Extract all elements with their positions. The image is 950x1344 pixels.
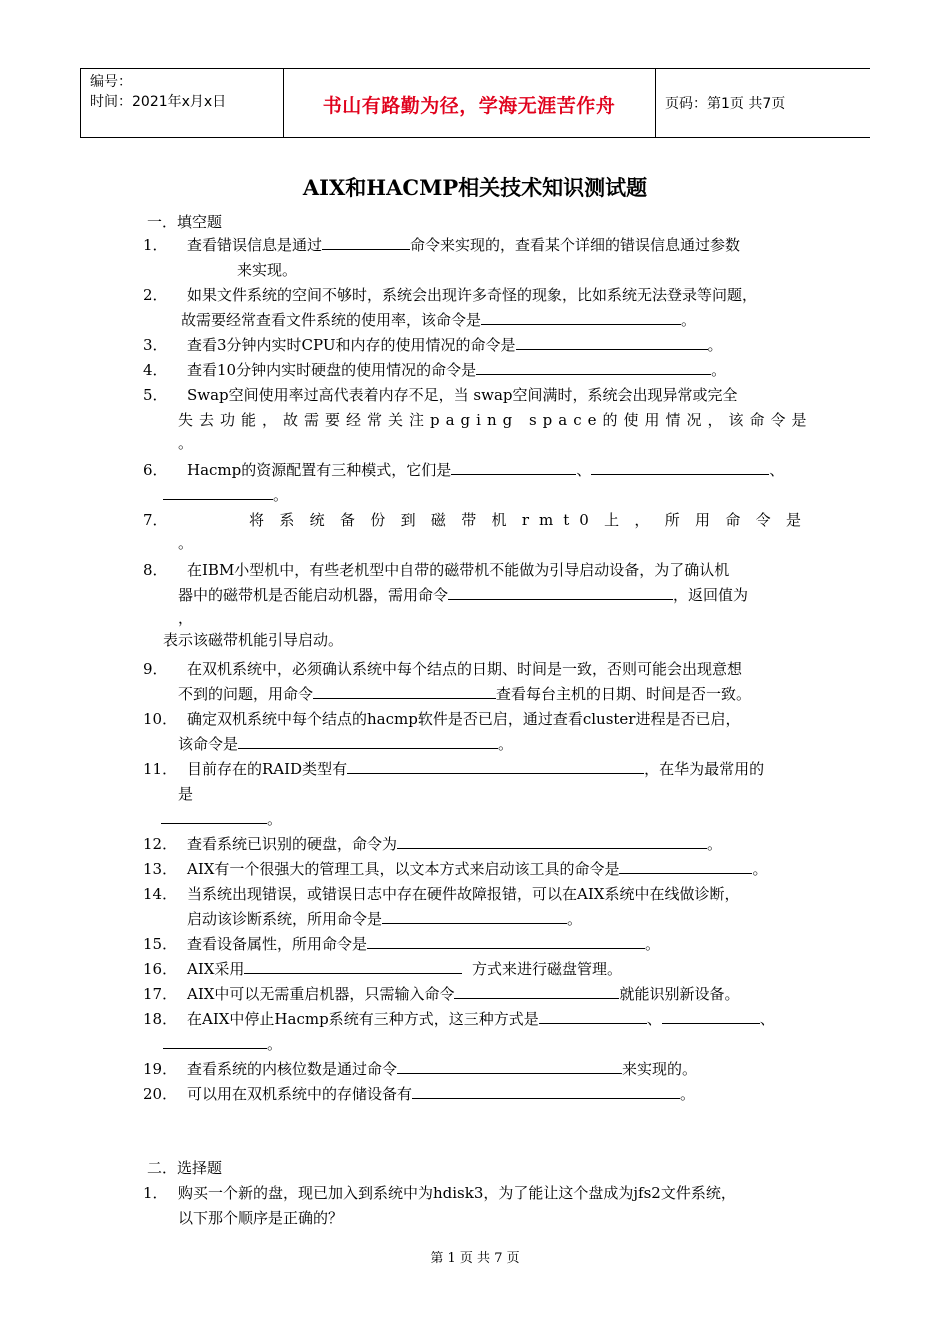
question-text: AIX有一个很强大的管理工具，以文本方式来启动该工具的命令是 (187, 860, 620, 878)
question-5 (143, 383, 811, 453)
question-15 (143, 932, 811, 957)
answer-blank[interactable] (516, 333, 708, 350)
question-14 (143, 882, 811, 932)
answer-blank[interactable] (313, 682, 496, 699)
question-text: 启动该诊断系统，所用命令是 (187, 910, 383, 928)
question-text: 。 (498, 735, 514, 753)
question-number: 8． (143, 561, 168, 579)
document-title: AIX和HACMP相关技术知识测试题 (302, 175, 648, 200)
question-number: 15． (143, 935, 178, 953)
answer-blank[interactable] (322, 233, 410, 250)
section-fill-in-title: 一．填空题 (147, 213, 223, 231)
question-text: 器中的磁带机是否能启动机器，需用命令 (178, 586, 449, 604)
answer-blank[interactable] (163, 1032, 267, 1049)
question-text: 。 (707, 336, 723, 354)
question-text: 。 (752, 860, 768, 878)
answer-blank[interactable] (454, 982, 619, 999)
question-text: 表示该磁带机能引导启动。 (163, 631, 344, 649)
question-17 (143, 982, 811, 1007)
question-number: 2． (143, 286, 168, 304)
question-number: 16． (143, 960, 178, 978)
question-text: ，返回值为 (673, 586, 749, 604)
question-text: 来实现的。 (622, 1060, 698, 1078)
question-text: AIX中可以无需重启机器，只需输入命令 (187, 985, 455, 1003)
question-18 (143, 1007, 811, 1057)
question-text: 查看系统的内核位数是通过命令 (187, 1060, 398, 1078)
header-page-info: 页码：第1页 共7页 (665, 96, 786, 112)
question-9 (143, 657, 811, 707)
answer-blank[interactable] (163, 483, 273, 500)
answer-blank[interactable] (539, 1007, 647, 1024)
question-text: 在AIX中停止Hacmp系统有三种方式，这三种方式是 (187, 1010, 539, 1028)
question-text: 查看设备属性，所用命令是 (187, 935, 368, 953)
question-text: 。 (267, 810, 283, 828)
header-code-label: 编号： (90, 74, 132, 90)
answer-blank[interactable] (412, 1082, 680, 1099)
question-4 (143, 358, 811, 383)
question-text: 。 (178, 534, 194, 552)
answer-blank[interactable] (481, 308, 681, 325)
question-text: 就能识别新设备。 (619, 985, 740, 1003)
answer-blank[interactable] (367, 932, 645, 949)
header-time-label: 时间：2021年x月x日 (90, 94, 227, 110)
answer-blank[interactable] (448, 583, 673, 600)
question-8 (143, 558, 811, 653)
question-text: 、 (759, 1010, 775, 1028)
question-11 (143, 757, 811, 832)
question-number: 12． (143, 835, 178, 853)
question-text: 购买一个新的盘，现已加入到系统中为hdisk3，为了能让这个盘成为jfs2文件系统， (178, 1184, 736, 1202)
answer-blank[interactable] (476, 358, 711, 375)
question-number: 19． (143, 1060, 178, 1078)
section-choice-title: 二．选择题 (147, 1159, 223, 1177)
question-text: 。 (645, 935, 661, 953)
answer-blank[interactable] (244, 957, 462, 974)
question-text: 。 (707, 835, 723, 853)
question-text: 。 (567, 910, 583, 928)
answer-blank[interactable] (397, 1057, 622, 1074)
question-text: 以下那个顺序是正确的？ (178, 1209, 344, 1227)
header-border-left (80, 69, 81, 137)
question-text: 方式来进行磁盘管理。 (471, 960, 622, 978)
question-2 (143, 283, 811, 333)
question-text: 查看系统已识别的硬盘，命令为 (187, 835, 398, 853)
question-text: 在IBM小型机中，有些老机型中自带的磁带机不能做为引导启动设备，为了确认机 (187, 561, 730, 579)
question-number: 3． (143, 336, 168, 354)
question-text: 当系统出现错误，或错误日志中存在硬件故障报错，可以在AIX系统中在线做诊断， (187, 885, 740, 903)
question-number: 11． (143, 760, 178, 778)
header-motto: 书山有路勤为径，学海无涯苦作舟 (322, 95, 616, 117)
question-number: 17． (143, 985, 178, 1003)
question-number: 1． (143, 1184, 168, 1202)
header-divider-2 (655, 69, 656, 137)
question-text: AIX采用 (187, 960, 245, 978)
question-text: 。 (681, 311, 697, 329)
question-number: 6． (143, 461, 168, 479)
page-footer: 第 1 页 共 7 页 (430, 1251, 520, 1266)
question-10 (143, 707, 811, 757)
answer-blank[interactable] (662, 1007, 760, 1024)
question-text: ， (178, 609, 194, 627)
question-text: 不到的问题，用命令 (178, 685, 314, 703)
answer-blank[interactable] (591, 458, 769, 475)
question-number: 4． (143, 361, 168, 379)
question-text: 确定双机系统中每个结点的hacmp软件是否已启，通过查看cluster进程是否已启， (187, 710, 741, 728)
question-text: 目前存在的RAID类型有 (187, 760, 348, 778)
question-text: 故需要经常查看文件系统的使用率，该命令是 (181, 311, 482, 329)
question-number: 7． (143, 511, 168, 529)
question-text: 。 (273, 486, 289, 504)
question-text: ，在华为最常用的 (644, 760, 765, 778)
question-text: 查看错误信息是通过 (187, 236, 323, 254)
choice-question-1 (143, 1181, 811, 1231)
question-20 (143, 1082, 811, 1107)
question-number: 18． (143, 1010, 178, 1028)
question-text: 。 (178, 434, 194, 452)
question-text: 该命令是 (178, 735, 239, 753)
question-16 (143, 957, 811, 982)
question-number: 13． (143, 860, 178, 878)
question-number: 1． (143, 236, 168, 254)
question-number: 20． (143, 1085, 178, 1103)
question-6 (143, 458, 811, 508)
question-number: 14． (143, 885, 178, 903)
question-text: 、 (646, 1010, 662, 1028)
question-text: 。 (680, 1085, 696, 1103)
question-text: 命令来实现的，查看某个详细的错误信息通过参数 (410, 236, 741, 254)
answer-blank[interactable] (161, 807, 267, 824)
question-text: Swap空间使用率过高代表着内存不足，当 swap空间满时，系统会出现异常或完全 (187, 386, 738, 404)
answer-blank[interactable] (619, 857, 752, 874)
question-text: 、 (576, 461, 592, 479)
question-13 (143, 857, 811, 882)
question-number: 10． (143, 710, 178, 728)
document-header (80, 68, 870, 138)
question-text: 查看3分钟内实时CPU和内存的使用情况的命令是 (187, 336, 516, 354)
question-text: 是 (178, 785, 194, 803)
question-number: 5． (143, 386, 168, 404)
question-text: 将系统备份到磁带机rmt0上，所用命令是 (249, 511, 811, 529)
question-text: Hacmp的资源配置有三种模式，它们是 (187, 461, 452, 479)
question-text: 如果文件系统的空间不够时，系统会出现许多奇怪的现象，比如系统无法登录等问题， (187, 286, 758, 304)
question-text: 查看每台主机的日期、时间是否一致。 (496, 685, 752, 703)
answer-blank[interactable] (238, 732, 498, 749)
header-meta (90, 72, 226, 112)
answer-blank[interactable] (382, 907, 567, 924)
question-text: 在双机系统中，必须确认系统中每个结点的日期、时间是一致，否则可能会出现意想 (187, 660, 743, 678)
question-text: 可以用在双机系统中的存储设备有 (187, 1085, 413, 1103)
question-3 (143, 333, 811, 358)
question-text: 失去功能，故需要经常关注paging space的使用情况，该命令是 (178, 411, 813, 429)
question-7 (143, 508, 811, 553)
question-19 (143, 1057, 811, 1082)
answer-blank[interactable] (347, 757, 644, 774)
question-12 (143, 832, 811, 857)
question-text: 。 (267, 1035, 283, 1053)
question-text: 来实现。 (237, 261, 298, 279)
question-text: 。 (711, 361, 727, 379)
question-text: 、 (769, 461, 785, 479)
answer-blank[interactable] (451, 458, 576, 475)
question-text: 查看10分钟内实时硬盘的使用情况的命令是 (187, 361, 477, 379)
question-number: 9． (143, 660, 168, 678)
answer-blank[interactable] (397, 832, 707, 849)
question-1 (143, 233, 811, 283)
